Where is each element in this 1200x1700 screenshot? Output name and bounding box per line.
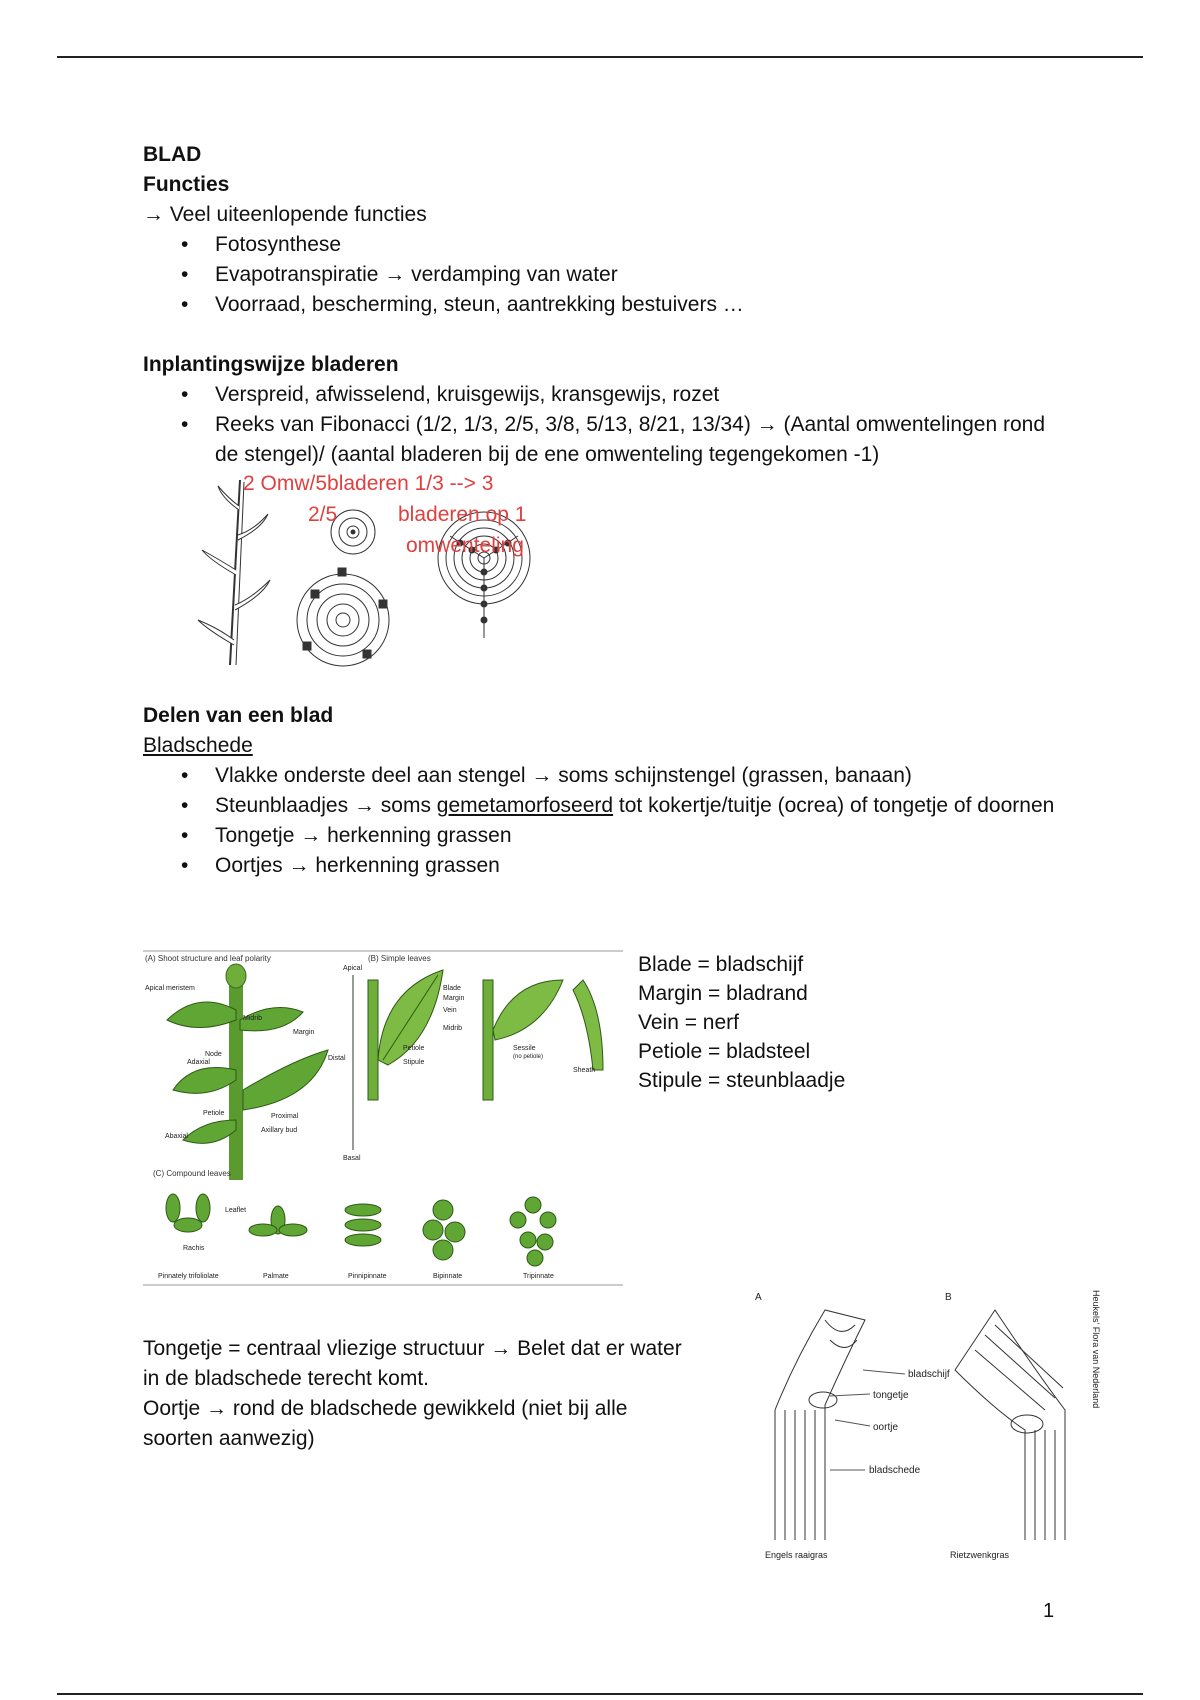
list-item: • Reeks van Fibonacci (1/2, 1/3, 2/5, 3/8, 5/13, 8/21, 13/34) → (Aantal omwentelingen rond de stengel)/ (aantal bladeren bij de ene omwenteling tegengekomen -1) bbox=[215, 410, 1063, 470]
label-sessile-note: (no petiole) bbox=[513, 1054, 544, 1060]
panel-label-c: (C) Compound leaves bbox=[153, 1169, 231, 1178]
list-item-text: tot kokertje/tuitje (ocrea) of tongetje of doornen bbox=[613, 794, 1055, 817]
grass-caption-b: Rietzwenkgras bbox=[950, 1550, 1010, 1560]
label-midrib: Midrib bbox=[243, 1015, 263, 1022]
list-item: • Evapotranspiratie → verdamping van water bbox=[215, 260, 1063, 290]
label-adaxial: Adaxial bbox=[187, 1059, 210, 1066]
definition-item: Petiole = bladsteel bbox=[638, 1040, 811, 1063]
label-basal: Basal bbox=[343, 1155, 361, 1162]
parts-heading: Delen van een blad bbox=[143, 704, 334, 727]
list-item-text: Steunblaadjes → soms bbox=[215, 794, 437, 817]
grass-label-tongetje: tongetje bbox=[873, 1390, 909, 1401]
label-sessile: Sessile bbox=[513, 1045, 536, 1052]
parts-subheading: Bladschede bbox=[143, 734, 253, 757]
label-axillary-bud: Axillary bud bbox=[261, 1127, 298, 1134]
list-item bbox=[215, 791, 1063, 821]
label-petiole: Petiole bbox=[203, 1110, 225, 1117]
label-blade: Blade bbox=[443, 985, 461, 992]
label-node: Node bbox=[205, 1051, 222, 1058]
list-item: • Verspreid, afwisselend, kruisgewijs, kransgewijs, rozet bbox=[215, 380, 1063, 410]
handwritten-note: omwenteling bbox=[406, 534, 524, 557]
handwritten-note: bladeren op 1 bbox=[398, 503, 527, 526]
panel-label-a: (A) Shoot structure and leaf polarity bbox=[145, 954, 271, 963]
grass-label-bladschede: bladschede bbox=[869, 1465, 921, 1476]
handwritten-note: 2 Omw/5bladeren 1/3 --> 3 bbox=[243, 472, 494, 495]
label-vein: Vein bbox=[443, 1007, 457, 1014]
compound-type-label: Bipinnate bbox=[433, 1273, 463, 1280]
definition-item: Stipule = steunblaadje bbox=[638, 1069, 846, 1092]
compound-type-label: Tripinnate bbox=[523, 1273, 554, 1280]
definition-item: Blade = bladschijf bbox=[638, 953, 804, 976]
list-item: • Voorraad, bescherming, steun, aantrekking bestuivers … bbox=[215, 290, 1063, 320]
label-margin-b: Margin bbox=[443, 995, 465, 1002]
grass-label-bladschijf: bladschijf bbox=[908, 1369, 950, 1380]
compound-type-label: Pinnipinnate bbox=[348, 1273, 387, 1280]
grass-label-b: B bbox=[945, 1292, 952, 1303]
definitions-list bbox=[638, 950, 845, 1095]
label-stipule: Stipule bbox=[403, 1059, 425, 1066]
label-apical: Apical bbox=[343, 965, 363, 972]
label-petiole-b: Petiole bbox=[403, 1045, 425, 1052]
page-content bbox=[143, 140, 1063, 881]
phyllotaxis-figure bbox=[188, 470, 548, 675]
paragraph-line: Tongetje = centraal vliezige structuur → Belet dat er water in de bladschede terecht komt. bbox=[143, 1337, 682, 1390]
label-abaxial: Abaxial bbox=[165, 1133, 188, 1140]
footer-rule bbox=[57, 1693, 1143, 1695]
leaf-structure-figure bbox=[143, 950, 623, 1286]
compound-type-label: Palmate bbox=[263, 1273, 289, 1280]
label-distal: Distal bbox=[328, 1055, 346, 1062]
list-item: • Tongetje → herkenning grassen bbox=[215, 821, 1063, 851]
parts-list bbox=[143, 761, 1063, 881]
label-midrib-b: Midrib bbox=[443, 1025, 463, 1032]
label-sheath: Sheath bbox=[573, 1067, 596, 1074]
list-item: • Fotosynthese bbox=[215, 230, 1063, 260]
underlined-term: gemetamorfoseerd bbox=[436, 794, 614, 817]
grass-caption-a: Engels raaigras bbox=[765, 1550, 828, 1560]
label-leaflet: Leaflet bbox=[225, 1207, 247, 1214]
grass-label-oortje: oortje bbox=[873, 1422, 899, 1433]
arrangement-list bbox=[143, 380, 1063, 470]
compound-type-label: Pinnately trifoliolate bbox=[158, 1273, 219, 1280]
definition-item: Margin = bladrand bbox=[638, 982, 808, 1005]
page-number: 1 bbox=[1043, 1600, 1055, 1622]
phyllotaxis-diagram bbox=[188, 470, 548, 675]
label-rachis: Rachis bbox=[183, 1245, 205, 1252]
arrangement-heading: Inplantingswijze bladeren bbox=[143, 353, 399, 376]
definition-item: Vein = nerf bbox=[638, 1011, 739, 1034]
label-apical-meristem: Apical meristem bbox=[145, 985, 195, 992]
label-proximal: Proximal bbox=[271, 1113, 299, 1120]
handwritten-note: 2/5 bbox=[308, 503, 338, 526]
label-margin: Margin bbox=[293, 1029, 315, 1036]
functions-intro: → Veel uiteenlopende functies bbox=[143, 203, 427, 226]
paragraph-line: Oortje → rond de bladschede gewikkeld (niet bij alle soorten aanwezig) bbox=[143, 1397, 628, 1450]
grass-label-a: A bbox=[755, 1292, 762, 1303]
grass-sheath-figure bbox=[745, 1280, 1105, 1565]
ligule-auricle-paragraph bbox=[143, 1334, 703, 1454]
grass-source: Heukels' Flora van Nederland bbox=[1091, 1290, 1101, 1409]
panel-label-b: (B) Simple leaves bbox=[368, 954, 431, 963]
list-item: • Oortjes → herkenning grassen bbox=[215, 851, 1063, 881]
functions-heading: Functies bbox=[143, 173, 230, 196]
functions-list bbox=[143, 230, 1063, 320]
header-rule bbox=[57, 56, 1143, 58]
list-item: • Vlakke onderste deel aan stengel → soms schijnstengel (grassen, banaan) bbox=[215, 761, 1063, 791]
page-title: BLAD bbox=[143, 143, 202, 166]
